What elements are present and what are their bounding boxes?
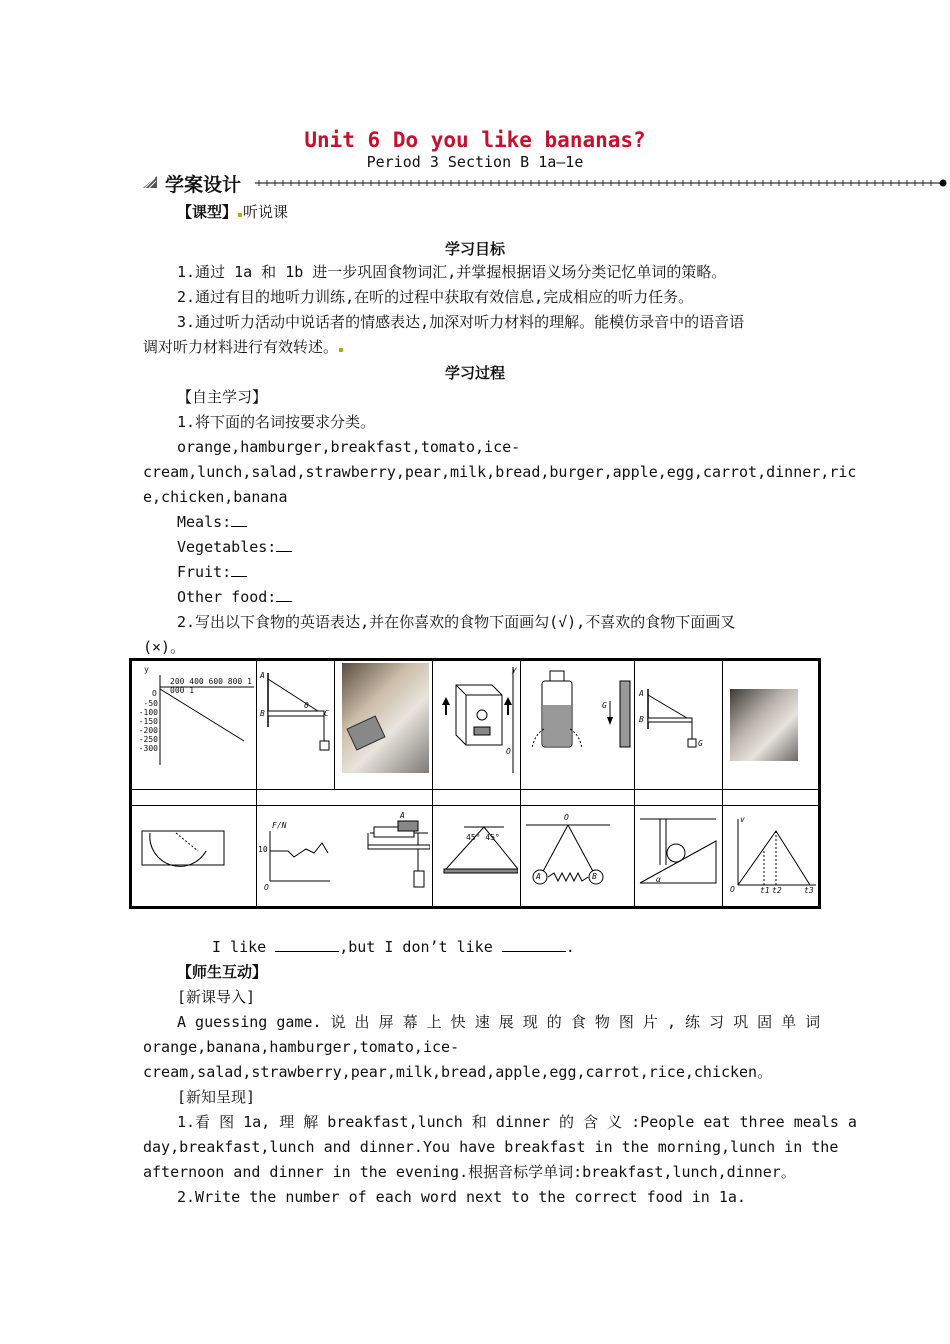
grid-divider	[256, 661, 257, 906]
small-truss-a: A	[639, 689, 644, 698]
spring-cell	[522, 811, 632, 901]
dislike-blank[interactable]	[502, 939, 566, 952]
banner-decoration	[143, 172, 949, 192]
tick-label: -250	[138, 735, 158, 744]
intro-line-3: cream,salad,strawberry,pear,milk,bread,apple,egg,carrot,rice,chicken。	[143, 1063, 773, 1081]
circle-track-cell	[136, 811, 254, 901]
intro-line-2: orange,banana,hamburger,tomato,ice-	[143, 1038, 460, 1056]
small-truss-b: B	[639, 715, 644, 724]
velocity-graph-figure	[724, 811, 816, 901]
grid-row-line	[132, 789, 818, 790]
small-truss-figure	[636, 665, 720, 765]
triangle-figure	[434, 811, 518, 901]
meals-blank[interactable]	[231, 514, 247, 527]
force-graph-cell	[258, 811, 430, 901]
interaction-heading: 【师生互动】	[177, 963, 268, 981]
truss-cell	[258, 665, 332, 765]
tick-label: -200	[138, 726, 158, 735]
sentence-part-1: I like	[212, 938, 276, 956]
incline-cell	[636, 811, 720, 901]
goals-heading: 学习目标	[444, 240, 505, 258]
vegetables-row	[177, 537, 292, 557]
truss-figure	[258, 665, 332, 765]
velocity-t3: t3	[804, 886, 814, 895]
picture-grid	[129, 658, 821, 909]
elevator-y: y	[512, 665, 517, 674]
graph-origin: O	[152, 689, 157, 698]
goal-item-3-line-1: 3.通过听力活动中说话者的情感表达,加深对听力材料的理解。能模仿录音中的语音语	[177, 313, 745, 331]
like-blank[interactable]	[275, 939, 339, 952]
spring-b: B	[592, 872, 597, 881]
graph-y-label: y	[144, 665, 149, 674]
grid-divider	[520, 661, 521, 906]
new-item-1-line-1: 1.看 图 1a, 理 解 breakfast,lunch 和 dinner 的 含 义 :People eat three meals a	[177, 1113, 857, 1131]
spring-o: O	[564, 813, 569, 822]
triangle-angles: 45° 45°	[466, 833, 500, 842]
tick-label: -100	[138, 708, 158, 717]
truss-label-c: C	[324, 709, 329, 718]
sentence-part-3: .	[565, 938, 575, 956]
graph-top-ticks: 200 400 600 800 1 000 1	[170, 677, 252, 695]
sentence-part-2: ,but I don’t like	[339, 938, 502, 956]
course-type-label: 【课型】	[177, 203, 238, 221]
meals-row	[177, 512, 247, 532]
goal-item-2: 2.通过有目的地听力训练,在听的过程中获取有效信息,完成相应的听力任务。	[177, 288, 694, 306]
mark-dot	[339, 348, 343, 352]
design-banner	[143, 172, 949, 196]
photo-scale-image	[342, 663, 429, 773]
self-study-heading: 【自主学习】	[177, 388, 268, 406]
graph-cell	[136, 665, 254, 783]
new-item-1-line-2: day,breakfast,lunch and dinner.You have breakfast in the morning,lunch in the	[143, 1138, 839, 1156]
force-graph-a: A	[400, 811, 405, 820]
spring-a: A	[536, 872, 541, 881]
vegetables-blank[interactable]	[276, 539, 292, 552]
goal-item-3-line-2	[143, 337, 344, 357]
fruit-row	[177, 562, 247, 582]
mark-dot	[238, 213, 242, 217]
bottle-figure	[522, 665, 632, 775]
other-food-blank[interactable]	[276, 589, 292, 602]
force-graph-origin: O	[264, 883, 269, 892]
grid-row-line	[132, 805, 818, 806]
spring-figure	[522, 811, 632, 901]
small-truss-g: G	[698, 739, 703, 748]
velocity-graph-cell	[724, 811, 816, 901]
tick-label: -150	[138, 717, 158, 726]
task-2-line-2: (×)。	[143, 638, 186, 656]
velocity-t1: t1	[760, 886, 770, 895]
velocity-v: v	[740, 815, 745, 824]
other-food-row	[177, 587, 292, 607]
banner-title: 学案设计	[165, 174, 242, 196]
triangle-cell	[434, 811, 518, 901]
elevator-cell	[434, 665, 518, 775]
task-1: 1.将下面的名词按要求分类。	[177, 413, 376, 431]
course-type-value: 听说课	[243, 203, 289, 221]
vegetables-label: Vegetables:	[177, 538, 277, 556]
bottle-g-label: G	[602, 701, 607, 710]
word-list-line-1: orange,hamburger,breakfast,tomato,ice-	[177, 438, 521, 456]
word-list-line-3: e,chicken,banana	[143, 488, 288, 506]
velocity-origin: O	[730, 885, 735, 894]
photo-scale-image-2	[730, 689, 798, 761]
new-item-1-line-3: afternoon and dinner in the evening.根据音标学单词:breakfast,lunch,dinner。	[143, 1163, 796, 1181]
course-type	[177, 202, 288, 222]
grid-divider	[334, 661, 335, 789]
bottle-cell	[522, 665, 632, 775]
grid-divider	[432, 661, 433, 906]
meals-label: Meals:	[177, 513, 232, 531]
scale-device	[346, 715, 385, 750]
grid-divider	[634, 661, 635, 906]
fruit-label: Fruit:	[177, 563, 232, 581]
incline-alpha: α	[656, 875, 661, 884]
small-truss-cell	[636, 665, 720, 765]
new-knowledge-heading: [新知呈现]	[177, 1088, 256, 1106]
elevator-origin: O	[506, 747, 511, 756]
tick-label: -300	[138, 744, 158, 753]
other-food-label: Other food:	[177, 588, 277, 606]
circle-track-figure	[136, 811, 254, 901]
intro-line-1: A guessing game. 说 出 屏 幕 上 快 速 展 现 的 食 物 图 片 , 练 习 巩 固 单 词	[177, 1013, 821, 1031]
elevator-figure	[434, 665, 518, 775]
page-title: Unit 6 Do you like bananas?	[304, 128, 646, 152]
force-graph-ten: 10	[258, 845, 268, 854]
grid-divider	[722, 661, 723, 906]
word-list-line-2: cream,lunch,salad,strawberry,pear,milk,bread,burger,apple,egg,carrot,dinner,ric	[143, 463, 857, 481]
graph-left-ticks	[136, 699, 158, 753]
velocity-t2: t2	[772, 886, 782, 895]
intro-heading: [新课导入]	[177, 988, 256, 1006]
task-2-line-1: 2.写出以下食物的英语表达,并在你喜欢的食物下面画勾(√),不喜欢的食物下面画叉	[177, 613, 736, 631]
fruit-blank[interactable]	[231, 564, 247, 577]
process-heading: 学习过程	[444, 364, 505, 382]
truss-label-theta: θ	[304, 701, 309, 710]
goal-item-3-text: 调对听力材料进行有效转述。	[143, 338, 339, 356]
tick-label: -50	[143, 699, 158, 708]
incline-figure	[636, 811, 720, 901]
force-graph-fn: F/N	[272, 821, 287, 830]
truss-label-a: A	[260, 671, 265, 680]
goal-item-1: 1.通过 1a 和 1b 进一步巩固食物词汇,并掌握根据语义场分类记忆单词的策略。	[177, 263, 727, 281]
truss-label-b: B	[260, 709, 265, 718]
page-subtitle: Period 3 Section B 1a—1e	[366, 153, 584, 171]
like-sentence	[212, 937, 575, 957]
new-item-2: 2.Write the number of each word next to the correct food in 1a.	[177, 1188, 746, 1206]
